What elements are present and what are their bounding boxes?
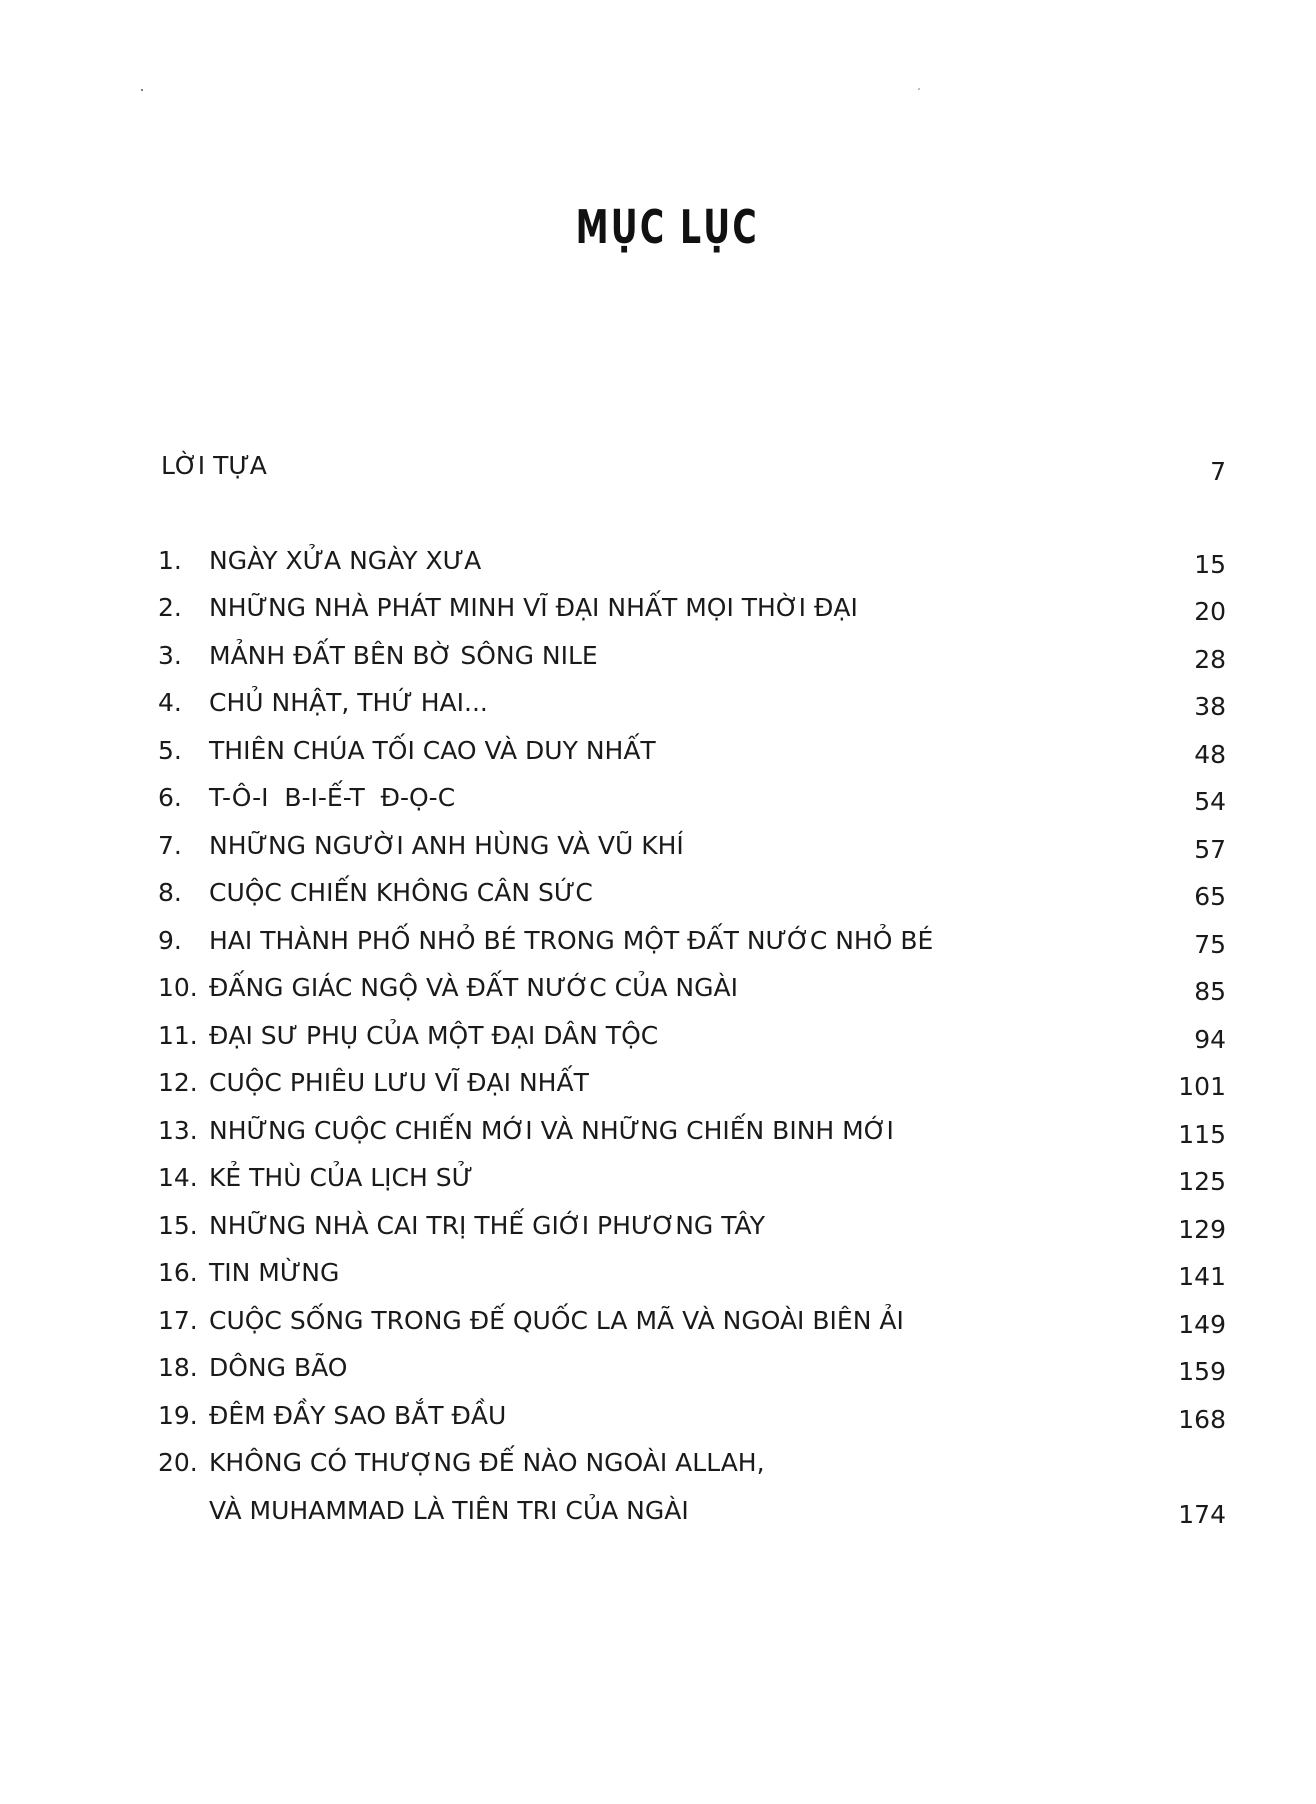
toc-chapter-number: 7. [158,831,182,860]
toc-entry[interactable] [158,1063,1226,1103]
toc-page-number: 48 [1194,740,1226,769]
toc-entry[interactable] [158,1158,1226,1198]
toc-page-number: 141 [1178,1262,1226,1291]
toc-chapter-title: NHỮNG NGƯỜI ANH HÙNG VÀ VŨ KHÍ [209,831,684,860]
toc-page-number: 94 [1194,1025,1226,1054]
toc-entry[interactable] [158,968,1226,1008]
toc-page-number: 129 [1178,1215,1226,1244]
toc-chapter-title: MẢNH ĐẤT BÊN BỜ SÔNG NILE [209,641,598,670]
toc-chapter-number: 5. [158,736,182,765]
toc-entry[interactable] [158,683,1226,723]
toc-page-number: 115 [1178,1120,1226,1149]
toc-page-number: 28 [1194,645,1226,674]
page-title: MỤC LỤC [575,200,759,254]
toc-entry[interactable] [158,1111,1226,1151]
toc-entry[interactable] [158,826,1226,866]
toc-page-number: 85 [1194,977,1226,1006]
toc-page-number: 20 [1194,597,1226,626]
toc-chapter-title: KHÔNG CÓ THƯỢNG ĐẾ NÀO NGOÀI ALLAH, [209,1448,765,1477]
toc-chapter-title: CHỦ NHẬT, THỨ HAI... [209,688,488,717]
toc-chapter-title: ĐÊM ĐẦY SAO BẮT ĐẦU [209,1401,507,1430]
toc-chapter-number: 16. [158,1258,198,1287]
toc-entry[interactable] [158,921,1226,961]
toc-page-number: 168 [1178,1405,1226,1434]
toc-chapter-number: 20. [158,1448,198,1477]
toc-chapter-number: 3. [158,641,182,670]
toc-page-number: 7 [1210,457,1226,486]
toc-chapter-title-continued: VÀ MUHAMMAD LÀ TIÊN TRI CỦA NGÀI [209,1496,689,1525]
toc-page-number: 38 [1194,692,1226,721]
toc-chapter-title: CUỘC PHIÊU LƯU VĨ ĐẠI NHẤT [209,1068,589,1097]
toc-entry-label: LỜI TỰA [161,451,267,480]
toc-entry[interactable] [158,588,1226,628]
toc-chapter-title: DÔNG BÃO [209,1353,348,1382]
toc-page-number: 15 [1194,550,1226,579]
toc-chapter-title: HAI THÀNH PHỐ NHỎ BÉ TRONG MỘT ĐẤT NƯỚC NHỎ BÉ [209,926,934,955]
toc-chapter-number: 8. [158,878,182,907]
toc-entry[interactable] [158,1206,1226,1246]
toc-chapter-title: NHỮNG NHÀ CAI TRỊ THẾ GIỚI PHƯƠNG TÂY [209,1211,765,1240]
toc-entry[interactable] [158,541,1226,581]
toc-entry[interactable] [158,731,1226,771]
toc-entry[interactable] [158,1253,1226,1293]
toc-page-number: 75 [1194,930,1226,959]
toc-page-number: 57 [1194,835,1226,864]
toc-chapter-number: 15. [158,1211,198,1240]
toc-entry[interactable] [158,1396,1226,1436]
toc-page-number: 101 [1178,1072,1226,1101]
toc-chapter-title: TIN MỪNG [209,1258,340,1287]
toc-chapter-number: 18. [158,1353,198,1382]
toc-entry[interactable] [158,1443,1226,1529]
toc-entry[interactable] [158,636,1226,676]
toc-page-number: 174 [1178,1500,1226,1529]
toc-entry[interactable] [158,873,1226,913]
toc-entry[interactable] [158,778,1226,818]
toc-page-number: 54 [1194,787,1226,816]
toc-chapter-number: 11. [158,1021,198,1050]
toc-chapter-title: ĐẠI SƯ PHỤ CỦA MỘT ĐẠI DÂN TỘC [209,1021,659,1050]
toc-chapter-title: NHỮNG CUỘC CHIẾN MỚI VÀ NHỮNG CHIẾN BINH MỚI [209,1116,894,1145]
toc-chapter-number: 4. [158,688,182,717]
toc-chapter-number: 10. [158,973,198,1002]
scan-speck [141,89,143,91]
toc-chapter-title: NHỮNG NHÀ PHÁT MINH VĨ ĐẠI NHẤT MỌI THỜI ĐẠI [209,593,858,622]
toc-chapter-number: 12. [158,1068,198,1097]
toc-chapter-number: 19. [158,1401,198,1430]
toc-chapter-number: 14. [158,1163,198,1192]
toc-page-number: 65 [1194,882,1226,911]
toc-chapter-title: KẺ THÙ CỦA LỊCH SỬ [209,1163,474,1192]
toc-chapter-title: T-Ô-I B-I-Ế-T Đ-Ọ-C [209,783,456,812]
toc-chapter-title: NGÀY XỬA NGÀY XƯA [209,546,482,575]
toc-page-number: 159 [1178,1357,1226,1386]
toc-entry[interactable] [158,1348,1226,1388]
toc-entry-preface[interactable] [158,446,1226,486]
toc-chapter-number: 2. [158,593,182,622]
toc-chapter-number: 13. [158,1116,198,1145]
toc-page-number: 149 [1178,1310,1226,1339]
toc-chapter-number: 9. [158,926,182,955]
toc-chapter-number: 6. [158,783,182,812]
toc-chapter-title: ĐẤNG GIÁC NGỘ VÀ ĐẤT NƯỚC CỦA NGÀI [209,973,738,1002]
toc-page-number: 125 [1178,1167,1226,1196]
toc-chapter-number: 1. [158,546,182,575]
toc-entry[interactable] [158,1301,1226,1341]
toc-chapter-title: THIÊN CHÚA TỐI CAO VÀ DUY NHẤT [209,736,656,765]
toc-entry[interactable] [158,1016,1226,1056]
scan-speck [918,88,920,90]
toc-chapter-number: 17. [158,1306,198,1335]
toc-chapter-title: CUỘC CHIẾN KHÔNG CÂN SỨC [209,878,593,907]
toc-chapter-title: CUỘC SỐNG TRONG ĐẾ QUỐC LA MÃ VÀ NGOÀI BIÊN ẢI [209,1306,904,1335]
